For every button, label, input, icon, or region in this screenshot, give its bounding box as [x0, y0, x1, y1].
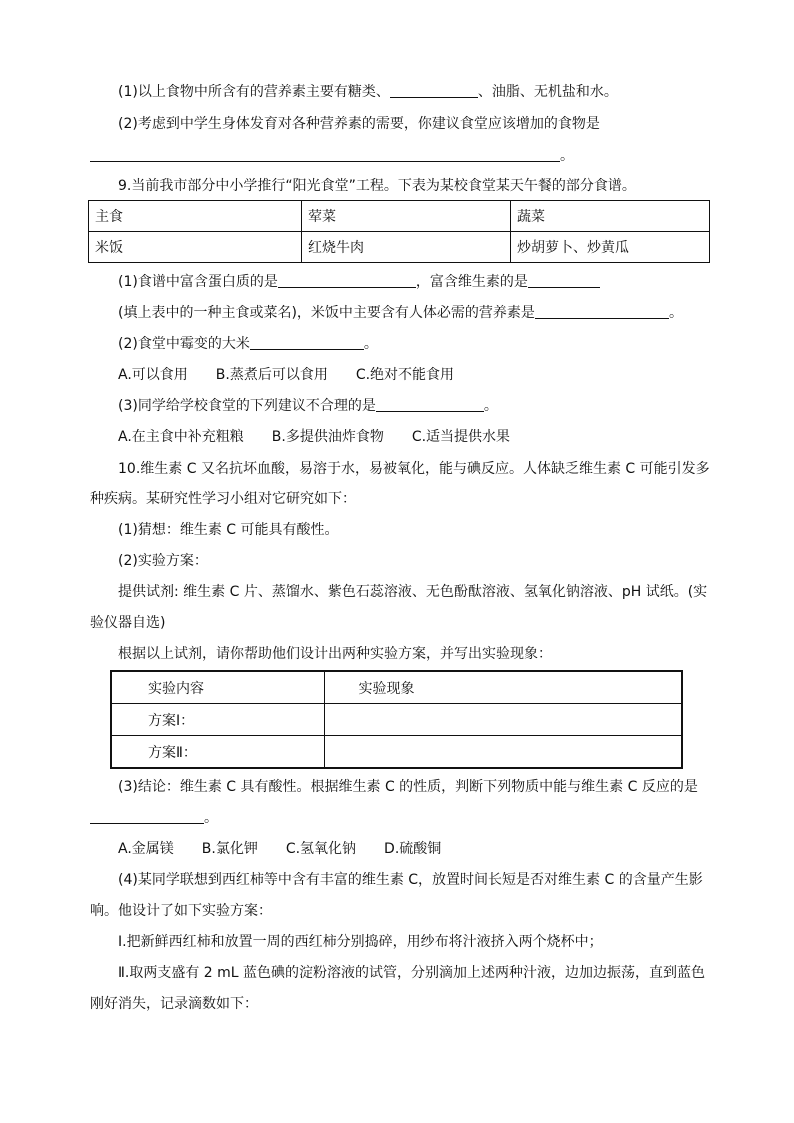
- q10-sub4-cont: 响。他设计了如下实验方案：: [90, 903, 272, 919]
- q10-sub2: (2)实验方案：: [118, 553, 208, 569]
- answer-blank[interactable]: [278, 273, 416, 288]
- q10-design-instruction: 根据以上试剂，请你帮助他们设计出两种实验方案，并写出实验现象：: [118, 646, 552, 662]
- q10-sub3: (3)结论：维生素 C 具有酸性。根据维生素 C 的性质，判断下列物质中能与维生素 C 反应的是: [118, 779, 698, 795]
- table-row: [111, 671, 682, 704]
- q9-sub1-cont: (填上表中的一种主食或菜名)，米饭中主要含有人体必需的营养素是 。: [118, 305, 683, 321]
- q9-sub1: (1)食谱中富含蛋白质的是 ，富含维生素的是: [118, 272, 600, 292]
- q9-sub3-options: A.在主食中补充粗粮 B.多提供油炸食物 C.适当提供水果: [118, 429, 511, 445]
- q10-step2-cont: 刚好消失，记录滴数如下：: [90, 996, 258, 1012]
- answer-blank[interactable]: [528, 273, 600, 288]
- table-cell: 红烧牛肉: [302, 232, 511, 263]
- table-row: [89, 201, 710, 232]
- table-header-cell: 荤菜: [302, 201, 511, 232]
- q10-step2: Ⅱ.取两支盛有 2 mL 蓝色碘的淀粉溶液的试管，分别滴加上述两种汁液，边加边振荡，直到蓝色: [118, 965, 706, 981]
- answer-blank[interactable]: [250, 335, 364, 350]
- q9-sub2-options: A.可以食用 B.蒸煮后可以食用 C.绝对不能食用: [118, 367, 455, 383]
- table-cell: 方案Ⅰ：: [111, 704, 324, 736]
- q10-reagents-cont: 验仪器自选): [90, 615, 166, 631]
- answer-blank[interactable]: [535, 304, 669, 319]
- table-cell: 炒胡萝卜、炒黄瓜: [511, 232, 710, 263]
- answer-cell[interactable]: [324, 704, 682, 736]
- table-header-cell: 主食: [89, 201, 302, 232]
- table-header-cell: 实验现象: [324, 671, 682, 704]
- q10-stem: 10.维生素 C 又名抗坏血酸，易溶于水，易被氧化，能与碘反应。人体缺乏维生素 C 可能引发多: [118, 461, 710, 477]
- q10-sub3-answer-line: 。: [90, 808, 218, 828]
- q9-stem: 9.当前我市部分中小学推行“阳光食堂”工程。下表为某校食堂某天午餐的部分食谱。: [118, 178, 636, 194]
- answer-blank[interactable]: [390, 83, 478, 98]
- q8-sub1: (1)以上食物中所含有的营养素主要有糖类、 、油脂、无机盐和水。: [118, 84, 618, 100]
- table-row: [111, 704, 682, 736]
- q10-reagents: 提供试剂: 维生素 C 片、蒸馏水、紫色石蕊溶液、无色酚酞溶液、氢氧化钠溶液、pH 试纸。(实: [118, 584, 708, 600]
- experiment-table: [110, 670, 683, 769]
- table-header-cell: 蔬菜: [511, 201, 710, 232]
- answer-cell[interactable]: [324, 736, 682, 769]
- q9-sub2: (2)食堂中霉变的大米 。: [118, 336, 378, 352]
- table-header-cell: 实验内容: [111, 671, 324, 704]
- table-cell: 方案Ⅱ：: [111, 736, 324, 769]
- q10-step1: Ⅰ.把新鲜西红柿和放置一周的西红柿分别捣碎，用纱布将汁液挤入两个烧杯中；: [118, 934, 603, 950]
- q10-sub1: (1)猜想：维生素 C 可能具有酸性。: [118, 522, 339, 538]
- table-row: [111, 736, 682, 769]
- q10-stem-cont: 种疾病。某研究性学习小组对它研究如下：: [90, 491, 356, 507]
- table-cell: 米饭: [89, 232, 302, 263]
- q9-sub3: (3)同学给学校食堂的下列建议不合理的是 。: [118, 398, 498, 414]
- answer-blank[interactable]: [90, 809, 204, 824]
- table-row: [89, 232, 710, 263]
- q8-sub2-answer-line: 。: [90, 146, 574, 166]
- answer-blank[interactable]: [376, 397, 484, 412]
- q8-sub2: (2)考虑到中学生身体发育对各种营养素的需要，你建议食堂应该增加的食物是: [118, 116, 600, 132]
- answer-blank[interactable]: [90, 147, 560, 162]
- menu-table: [88, 200, 710, 263]
- q10-sub3-options: A.金属镁 B.氯化钾 C.氢氧化钠 D.硫酸铜: [118, 841, 442, 857]
- q10-sub4: (4)某同学联想到西红柿等中含有丰富的维生素 C，放置时间长短是否对维生素 C 的含量产生影: [118, 872, 703, 888]
